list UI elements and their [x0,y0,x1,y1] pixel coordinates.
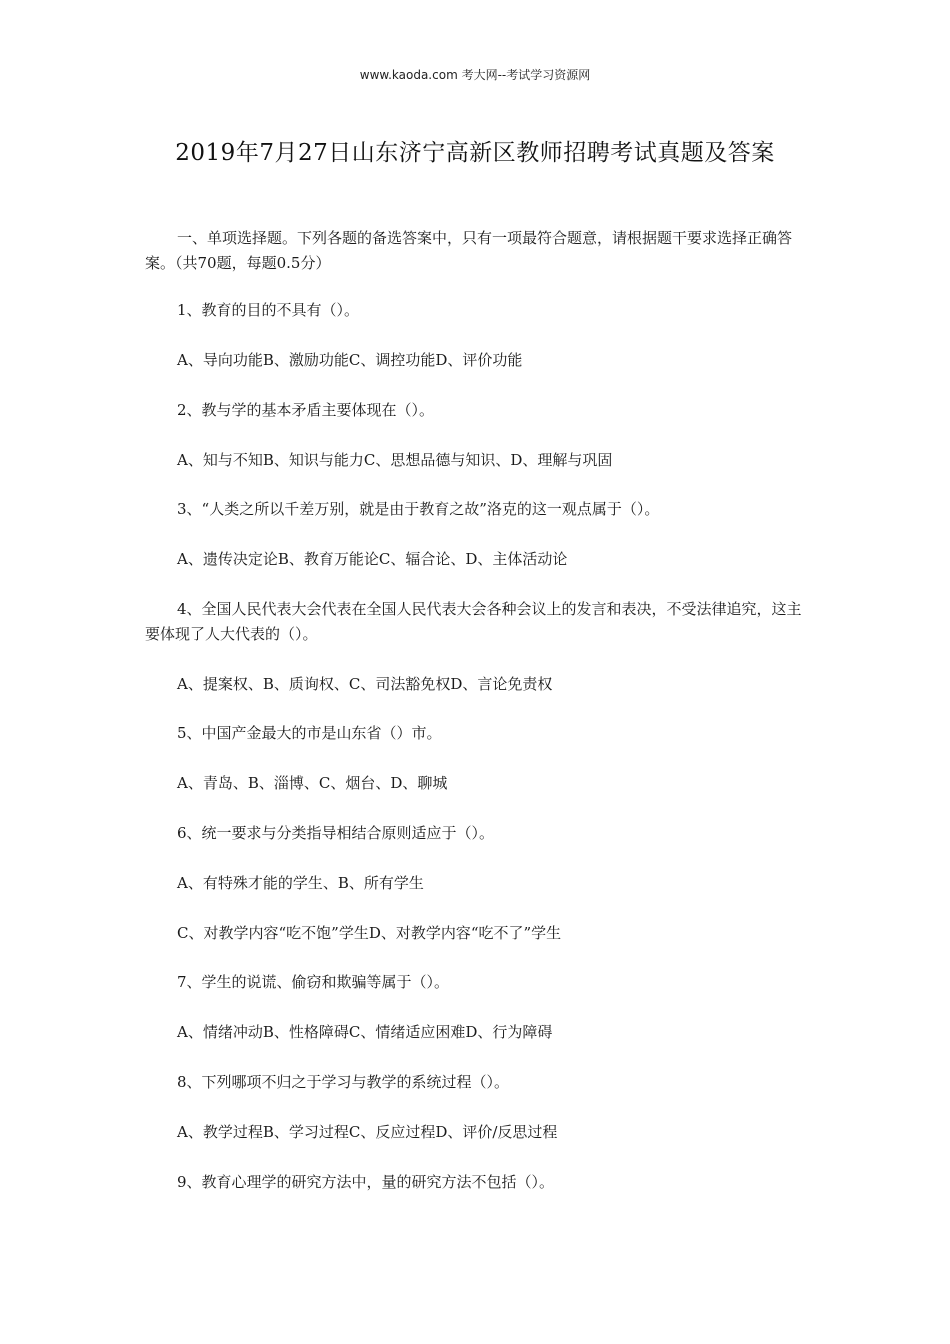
document-title: 2019年7月27日山东济宁高新区教师招聘考试真题及答案 [175,140,775,166]
options-6b: C、对教学内容“吃不饱”学生D、对教学内容“吃不了”学生 [177,924,562,942]
options-7: A、情绪冲动B、性格障碍C、情绪适应困难D、行为障碍 [177,1023,553,1041]
options-6a: A、有特殊才能的学生、B、所有学生 [177,874,424,892]
options-5: A、青岛、B、淄博、C、烟台、D、聊城 [177,774,448,792]
question-3: 3、“人类之所以千差万别，就是由于教育之故”洛克的这一观点属于（）。 [177,500,660,518]
options-3: A、遗传决定论B、教育万能论C、辐合论、D、主体活动论 [177,550,568,568]
question-7: 7、学生的说谎、偷窃和欺骗等属于（）。 [177,973,450,991]
question-1: 1、教育的目的不具有（）。 [177,301,360,319]
question-2: 2、教与学的基本矛盾主要体现在（）。 [177,401,435,419]
options-8: A、教学过程B、学习过程C、反应过程D、评价/反思过程 [177,1123,558,1141]
question-4: 4、全国人民代表大会代表在全国人民代表大会各种会议上的发言和表决，不受法律追究，这主要体现了人大代表的（）。 [145,600,802,643]
question-9: 9、教育心理学的研究方法中，量的研究方法不包括（）。 [177,1173,555,1191]
options-2: A、知与不知B、知识与能力C、思想品德与知识、D、理解与巩固 [177,451,613,469]
question-6: 6、统一要求与分类指导相结合原则适应于（）。 [177,824,495,842]
site-header-text: www.kaoda.com 考大网--考试学习资源网 [359,68,591,82]
options-1: A、导向功能B、激励功能C、调控功能D、评价功能 [177,351,523,369]
question-5: 5、中国产金最大的市是山东省（）市。 [177,724,442,742]
section-intro: 一、单项选择题。下列各题的备选答案中，只有一项最符合题意，请根据题干要求选择正确答案。（共70题，每题0.5分） [145,229,793,272]
options-4: A、提案权、B、质询权、C、司法豁免权D、言论免责权 [177,675,553,693]
question-8: 8、下列哪项不归之于学习与教学的系统过程（）。 [177,1073,510,1091]
